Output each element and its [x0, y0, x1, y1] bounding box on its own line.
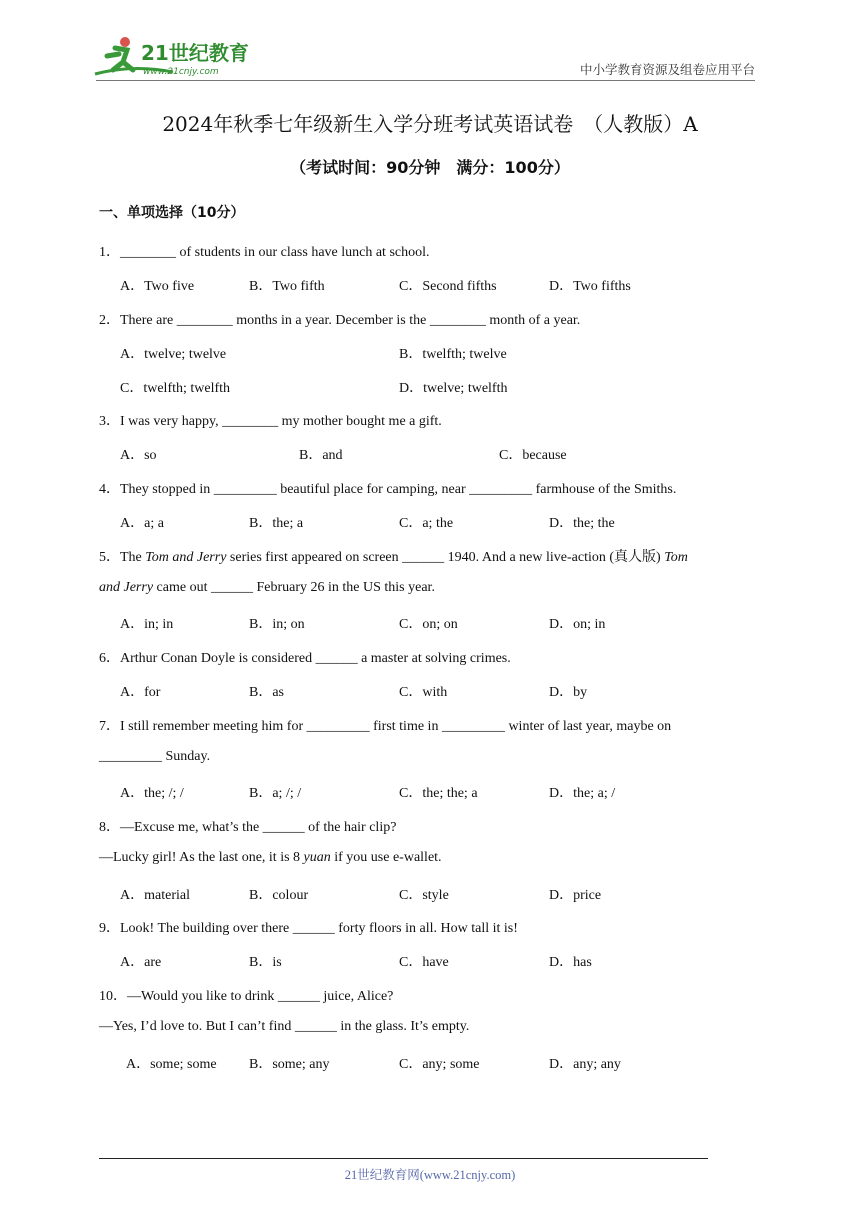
svg-text:www.21cnjy.com: www.21cnjy.com — [143, 67, 219, 77]
q6-option-a: A．for — [120, 685, 161, 700]
q3-option-a: A．so — [120, 448, 157, 463]
q9-option-b: B．is — [249, 955, 282, 970]
q4-option-c: C．a; the — [399, 516, 454, 531]
brand-logo — [93, 34, 263, 82]
question-5-stem-line2 — [99, 580, 435, 596]
q6-option-d: D．by — [549, 685, 588, 700]
q5-option-b: B．in; on — [249, 617, 305, 632]
q8-text-2: if you use e-wallet. — [330, 850, 442, 865]
q8-option-b: B．colour — [249, 888, 309, 903]
svg-text:21世纪教育: 21世纪教育 — [141, 41, 249, 65]
q3-option-c: C．because — [499, 448, 567, 463]
footer-link[interactable]: 21世纪教育网(www.21cnjy.com) — [344, 1168, 516, 1182]
question-3-stem: 3．I was very happy, ________ my mother bought me a gift. — [99, 414, 442, 429]
q7-option-a: A．the; /; / — [120, 786, 184, 801]
question-5-stem-line1 — [99, 546, 688, 566]
exam-subtitle: （考试时间：90分钟 满分：100分） — [290, 158, 570, 177]
q4-option-d: D．the; the — [549, 516, 615, 531]
q6-option-c: C．with — [399, 685, 448, 700]
header-divider — [96, 80, 755, 81]
exam-title: 2024年秋季七年级新生入学分班考试英语试卷 （人教版）A — [162, 112, 698, 136]
q5-option-d: D．on; in — [549, 617, 606, 632]
q5-title-italic-2: Tom — [664, 550, 688, 565]
question-6-stem: 6．Arthur Conan Doyle is considered ______ a master at solving crimes. — [99, 651, 511, 666]
q8-option-d: D．price — [549, 888, 602, 903]
q7-option-d: D．the; a; / — [549, 786, 616, 801]
q1-option-d: D．Two fifths — [549, 279, 631, 294]
q8-text-1: —Lucky girl! As the last one, it is 8 — [99, 850, 304, 865]
question-2-stem: 2．There are ________ months in a year. December is the ________ month of a year. — [99, 313, 581, 328]
q8-option-a: A．material — [120, 888, 190, 903]
q4-option-a: A．a; a — [120, 516, 164, 531]
q10-option-c: C．any; some — [399, 1057, 480, 1072]
question-8-stem-line1: 8．—Excuse me, what’s the ______ of the hair clip? — [99, 820, 397, 835]
q5-option-c: C．on; on — [399, 617, 458, 632]
footer-divider — [99, 1158, 708, 1159]
question-1-stem: 1．________ of students in our class have lunch at school. — [99, 245, 430, 260]
platform-tagline: 中小学教育资源及组卷应用平台 — [579, 62, 755, 77]
q8-option-c: C．style — [399, 888, 449, 903]
question-10-stem-line2: —Yes, I’d love to. But I can’t find ______ in the glass. It’s empty. — [99, 1019, 470, 1034]
q2-option-a: A．twelve; twelve — [120, 347, 227, 362]
q7-option-b: B．a; /; / — [249, 786, 302, 801]
question-7-stem-line1: 7．I still remember meeting him for _________ first time in _________ winter of last year, maybe on — [99, 719, 672, 734]
q2-option-d: D．twelve; twelfth — [399, 381, 508, 396]
question-4-stem: 4．They stopped in _________ beautiful place for camping, near _________ farmhouse of the Smiths. — [99, 482, 677, 497]
question-7-stem-line2: _________ Sunday. — [99, 749, 211, 764]
q9-option-d: D．has — [549, 955, 592, 970]
q4-option-b: B．the; a — [249, 516, 304, 531]
q2-option-b: B．twelfth; twelve — [399, 347, 507, 362]
q5-text-3: came out ______ February 26 in the US this year. — [153, 580, 435, 595]
q1-option-b: B．Two fifth — [249, 279, 325, 294]
runner-logo-icon — [93, 34, 263, 82]
q1-option-c: C．Second fifths — [399, 279, 497, 294]
question-9-stem: 9．Look! The building over there ______ forty floors in all. How tall it is! — [99, 921, 518, 936]
q5-title-italic: Tom and Jerry — [145, 550, 227, 565]
q3-option-b: B．and — [299, 448, 343, 463]
q5-text-2: series first appeared on screen ______ 1940. And a new live-action (真人版) — [226, 550, 665, 565]
section-heading: 一、单项选择（10分） — [99, 205, 245, 221]
question-8-stem-line2 — [99, 850, 442, 866]
q6-option-b: B．as — [249, 685, 284, 700]
q1-option-a: A．Two five — [120, 279, 195, 294]
q10-option-b: B．some; any — [249, 1057, 330, 1072]
q5-title-italic-3: and Jerry — [99, 580, 154, 595]
q9-option-c: C．have — [399, 955, 449, 970]
q5-text-1: 5．The — [99, 550, 146, 565]
q5-option-a: A．in; in — [120, 617, 174, 632]
question-10-stem-line1: 10．—Would you like to drink ______ juice, Alice? — [99, 989, 394, 1004]
q9-option-a: A．are — [120, 955, 162, 970]
q10-option-a: A．some; some — [126, 1057, 217, 1072]
q7-option-c: C．the; the; a — [399, 786, 478, 801]
q8-italic: yuan — [303, 850, 331, 865]
q10-option-d: D．any; any — [549, 1057, 621, 1072]
q2-option-c: C．twelfth; twelfth — [120, 381, 231, 396]
